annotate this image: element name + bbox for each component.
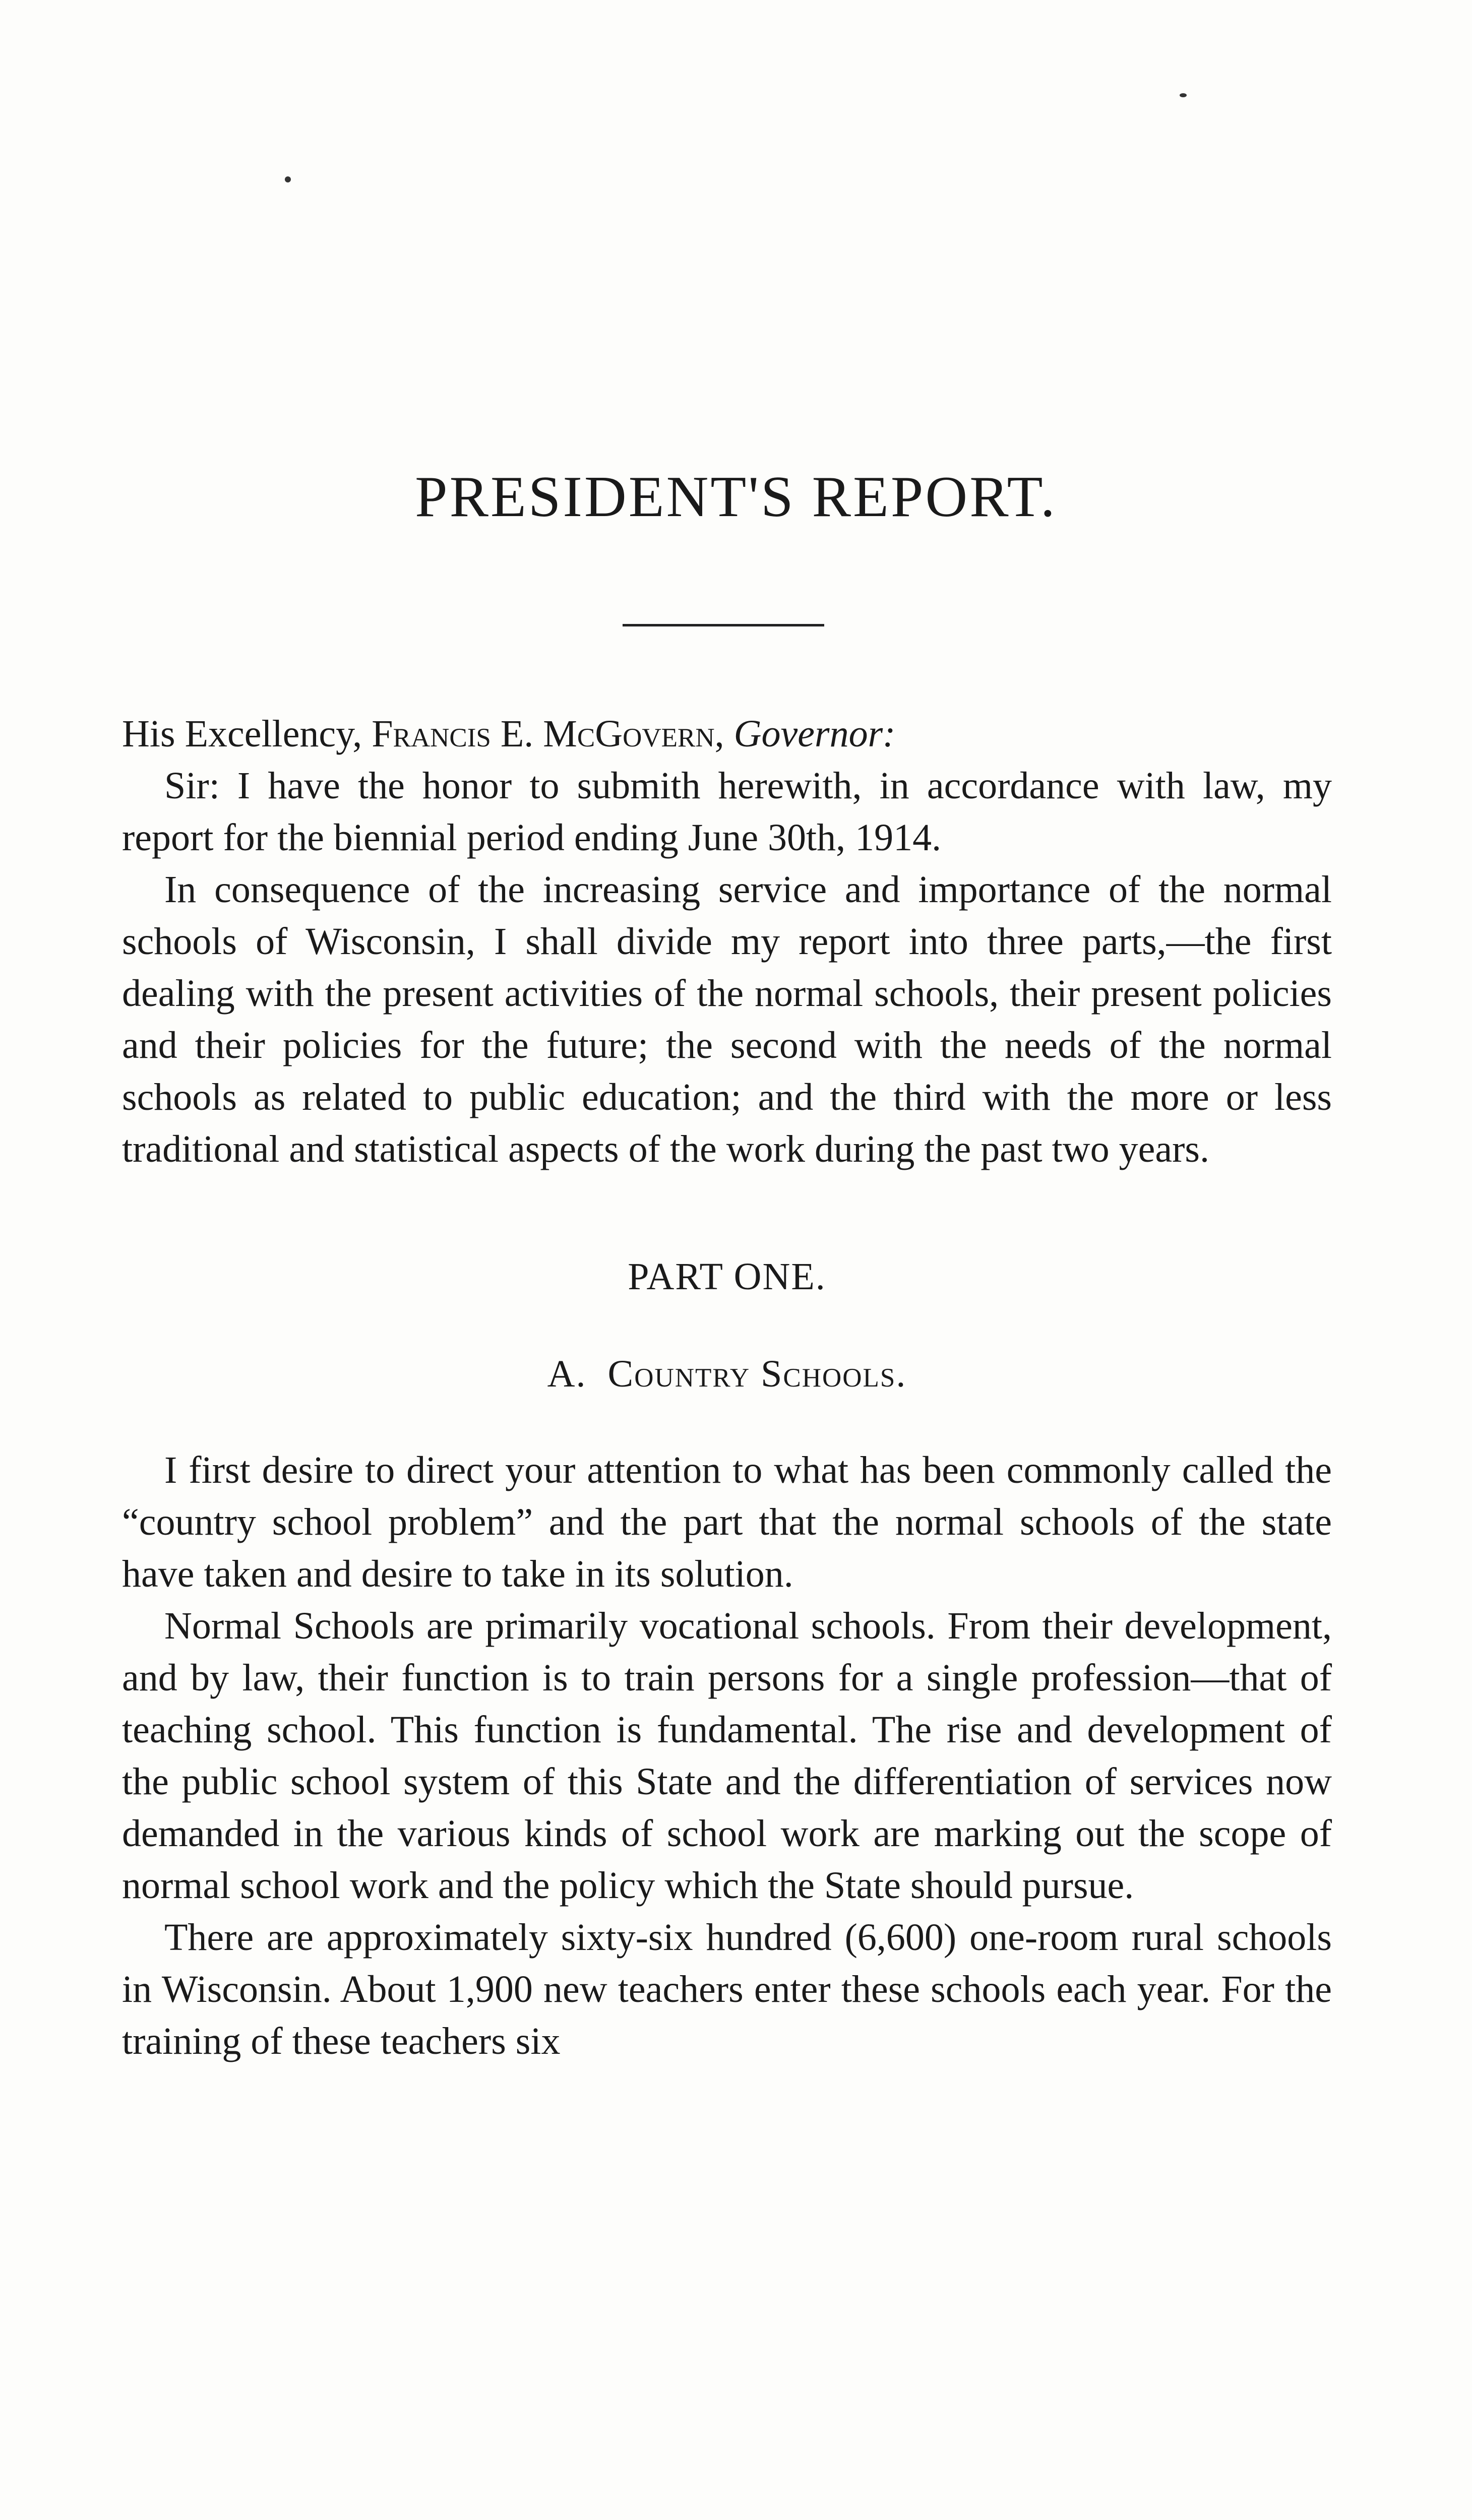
intro-paragraph: Sir: I have the honor to submith herewith, in accordance with law, my report for the biennial period ending June 30th, 1914. <box>122 765 1332 859</box>
salutation-lead: His Excellency, <box>122 713 372 755</box>
part-heading: PART ONE. <box>628 1255 826 1298</box>
ink-speck <box>285 176 291 182</box>
intro-paragraph: In consequence of the increasing service and importance of the normal schools of Wisconsin, I shall divide my report into three parts,—the first dealing with the present activities of the normal schools, their present policies and their policies for the future; the second with the needs of the normal schools as related to public education; and the third with the more or less traditional and statistical aspects of the work during the past two years. <box>122 868 1332 1170</box>
section-heading <box>122 1348 1332 1400</box>
governor-office: Governor: <box>733 713 896 755</box>
salutation <box>122 708 1332 760</box>
section-letter: A. <box>547 1353 587 1395</box>
title-divider <box>623 624 824 626</box>
ink-speck <box>1180 93 1187 97</box>
report-body <box>122 708 1332 2067</box>
section-title: Country Schools. <box>607 1353 907 1395</box>
governor-name: Francis E. McGovern <box>372 713 715 755</box>
section-paragraph: There are approximately sixty-six hundred (6,600) one-room rural schools in Wisconsin. About 1,900 new teachers enter these schools each year. For the training of these teachers six <box>122 1916 1332 2062</box>
page-title: PRESIDENT'S REPORT. <box>415 465 1057 529</box>
section-paragraph: I first desire to direct your attention to what has been commonly called the “country school problem” and the part that the normal schools of the state have taken and desire to take in its solution. <box>122 1449 1332 1595</box>
section-paragraph: Normal Schools are primarily vocational schools. From their development, and by law, their function is to train persons for a single profession—that of teaching school. This function is fundamental. The rise and development of the public school system of this State and the differentiation of services now demanded in the various kinds of school work are marking out the scope of normal school work and the policy which the State should pursue. <box>122 1605 1332 1907</box>
salutation-separator: , <box>714 713 734 755</box>
